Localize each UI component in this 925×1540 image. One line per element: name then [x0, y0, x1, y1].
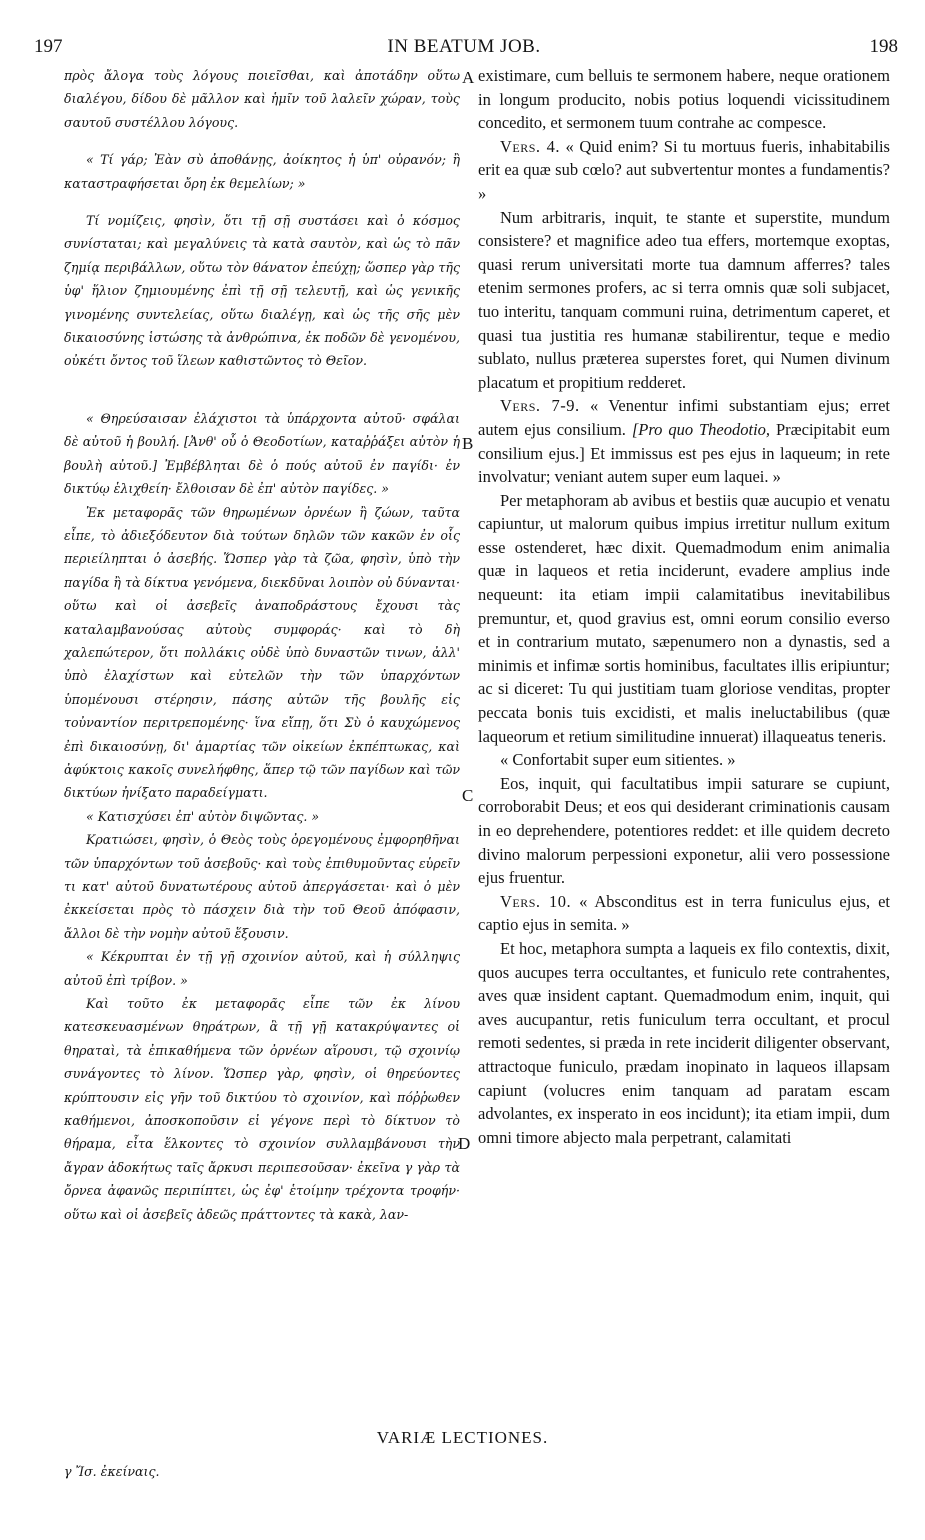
verse-text: « Venentur infimi substantiam ejus; erret autem ejus consilium.: [478, 396, 891, 439]
latin-verse: [478, 890, 890, 937]
greek-paragraph: « Θηρεύσαισαν ἐλάχιστοι τὰ ὑπάρχοντα αὐτοῦ· σφάλαι δὲ αὐτοῦ ἡ βουλή. [Ἀνθ' οὗ ὁ Θεοδοτίων, καταῤῥάξει αὐτὸν ἡ βουλὴ αὐτοῦ.] Ἐμβέβληται δὲ ὁ πούς αὐτοῦ ἐν παγίδι· ἐν δικτύῳ ἑλιχθείη· ἔλθοισαν δὲ ἐπ' αὐτὸν παγίδες. »: [64, 410, 460, 497]
verse-label: Vers. 7-9.: [500, 396, 580, 416]
greek-paragraph: « Τί γάρ; Ἐὰν σὺ ἀποθάνῃς, ἀοίκητος ἡ ὑπ' οὐρανόν; ἢ καταστραφήσεται ὄρη ἐκ θεμελίων; »: [64, 152, 460, 191]
running-title: IN BEATUM JOB.: [387, 36, 541, 57]
margin-marker-c: C: [462, 786, 474, 805]
latin-paragraph: existimare, cum belluis te sermonem habere, neque orationem in longum producito, nobis potius loquendi vicissitudinem concedito, et sermonem tuum contrahe ac compesce.: [478, 66, 890, 133]
greek-paragraph: « Κέκρυπται ἐν τῇ γῇ σχοινίον αὐτοῦ, καὶ ἡ σύλληψις αὐτοῦ ἐπὶ τρίβον. »: [64, 949, 460, 988]
greek-paragraph: Καὶ τοῦτο ἐκ μεταφορᾶς εἶπε τῶν ἐκ λίνου κατεσκευασμένων θηράτρων, ἃ τῇ γῇ κατακρύψαντες οἱ θηραταὶ, τὰ ἐπικαθήμενα τῶν ὀρνέων αἵρουσι, τῷ σχοινίῳ συνάγοντες τὸ λίνον. Ὥσπερ γὰρ, φησὶν, οἱ θηρεύοντες κρύπτουσιν εἰς γῆν τοῦ δικτύου τὸ σχοινίον, καὶ πόῤῥωθεν καθήμενοι, ἀποσκοποῦσιν εἰ γέγονε περὶ τὸ δίκτυον τὸ θήραμα, εἶτα ἕλκοντες τὸ σχοινίον συλλαμβάνουσι τὴν ἄγραν ἀδοκήτως ταῖς ἄρκυσι περιπεσοῦσαν· ἐκεῖνα γ γὰρ τὰ ὄρνεα ἀφανῶς περιπίπτει, ὡς ἐφ' ἑτοίμην τρέχοντα τροφήν· οὕτω καὶ οἱ ἀσεβεῖς ἀδεῶς πράττοντες τὰ κακὰ, λαν-: [64, 996, 460, 1222]
margin-marker-a: A: [462, 68, 475, 87]
latin-verse: [478, 135, 890, 206]
latin-paragraph: « Confortabit super eum sitientes. »: [500, 750, 736, 770]
greek-paragraph: « Κατισχύσει ἐπ' αὐτὸν διψῶντας. »: [86, 808, 320, 824]
greek-paragraph: Ἐκ μεταφορᾶς τῶν θηρωμένων ὀρνέων ἢ ζώων, ταῦτα εἶπε, τὸ ἀδιεξόδευτον διὰ τούτων δηλῶν τῶν κακῶν ἐν οἷς περιείληπται ὁ ἀσεβής. Ὥσπερ γὰρ τὰ ζῶα, φησὶν, ὑπὸ τὴν παγίδα ἢ τὰ δίκτυα γενόμενα, διεκδῦναι λοιπὸν οὐ δύνανται· οὕτω καὶ οἱ ἀσεβεῖς ἀναποδράστους ἔχουσι τὰς καταλαμβανούσας αὐτοὺς συμφοράς· καὶ τὸ δὴ χαλεπώτερον, ὅτι πολλάκις οὐδὲ ὑπὸ δυναστῶν τινων, ἀλλ' ὑπὸ ἐλαχίστων καὶ εὐτελῶν τὴν τῶν ὑπαρχόντων ὑπομένουσι στέρησιν, πάσης αὐτῶν τῆς βουλῆς εἰς τοὐναντίον περιτρεπομένης· ἵνα εἴπῃ, ὅτι Σὺ ὁ καυχώμενος ἐπὶ δικαιοσύνῃ, δι' ἁμαρτίας τῶν οἰκείων ἐκπέπτωκας, καὶ ἀφύκτοις κακοῖς συνελήφθης, ἅπερ τῷ τῶν παγίδων καὶ τῶν δικτύων ἠνίξατο παραδείγματι.: [64, 504, 460, 801]
page-number-right: 198: [869, 36, 898, 57]
greek-column: [64, 64, 460, 1226]
greek-paragraph: Τί νομίζεις, φησὶν, ὅτι τῇ σῇ συστάσει καὶ ὁ κόσμος συνίσταται; καὶ μεγαλύνεις τὰ κατὰ σαυτὸν, καὶ ὡς τὸ πᾶν ζημίᾳ περιβάλλων, οὕτω τὸν θάνατον ἐπεύχῃ; ὥσπερ γὰρ τῆς ὑφ' ἥλιον ζημιουμένης ἐπὶ τῇ σῇ τελευτῇ, καὶ ὡς γενικῆς γινομένης συντελείας, οὕτω διαλέγῃ, καὶ ὡς τῆς σῆς μὲν δικαιοσύνης ἱστώσης τὰ ἀνθρώπινα, ἐκ ποδῶν δὲ γενομένου, οὐκέτι ὄντος τοῦ ἵλεων καθιστῶντος τὸ Θεῖον.: [64, 213, 460, 369]
running-header: [30, 32, 898, 62]
latin-paragraph: Per metaphoram ab avibus et bestiis quæ aucupio et venatu capiuntur, ut malorum quibus impius irretitur nullum exitum esse ostenderet, hæc dixit. Quemadmodum enim animalia quæ in laqueos et retia inciderunt, evadere amplius inde nequeunt: ita etiam impii calamitatibus inevitabilibus premuntur, et, quod gravius est, omni eorum consilio everso et in contrarium mutato, sæpenumero non a dynastis, sed a minimis et infimæ sortis hominibus, facultates illis eripiuntur; ac si diceret: Tu qui justitiam tuam gloriose venditas, propter peccata bonis tuis excidisti, et malis ineluctabilibus (quæ laqueorum et retium similitudine innuerat) illaqueatus teneris.: [478, 490, 890, 746]
footnote: γ Ἴσ. ἐκείναις.: [64, 1464, 160, 1479]
verse-label: Vers. 10.: [500, 891, 572, 911]
variae-lectiones-heading: VARIÆ LECTIONES.: [376, 1428, 549, 1447]
margin-marker-b: B: [462, 434, 474, 453]
latin-paragraph: Eos, inquit, qui facultatibus impii saturare se cupiunt, corroborabit Deus; et eos qui desiderant criminationis causam in eo deprehendere, potentiores reddet: et ille quidem decreto divino malorum perpessioni exponetur, alii vero possessione ejus fruentur.: [478, 773, 890, 888]
latin-column: [478, 64, 890, 1149]
greek-paragraph: Κρατιώσει, φησὶν, ὁ Θεὸς τοὺς ὀρεγομένους ἐμφορηθῆναι τῶν ὑπαρχόντων τοῦ ἀσεβοῦς· καὶ τοὺς ἐπιθυμοῦντας εὑρεῖν τι κατ' αὐτοῦ δυνατωτέρους αὐτοῦ ἀπεργάσεται· καὶ ὁ μὲν ἐκκείσεται πρὸς τὸ πάσχειν διὰ τὴν τοῦ Θεοῦ ἀπόφασιν, ἄλλοι δὲ τὴν νομὴν αὐτοῦ ἕξουσιν.: [64, 832, 460, 941]
verse-text: « Absconditus est in terra funiculus ejus, et captio ejus in semita. »: [478, 891, 890, 935]
latin-verse: [478, 394, 890, 488]
margin-marker-d: D: [458, 1134, 471, 1153]
verse-text: « Quid enim? Si tu mortuus fueris, inhabitabilis erit ea quæ sub cœlo? aut subvertentur montes a fundamentis? »: [478, 136, 890, 203]
latin-paragraph: Num arbitraris, inquit, te stante et superstite, mundum consistere? et magnifice adeo tua effers, mortemque exoptas, quasi rerum universitati morte tua damnum afferres? tales etenim sermones profers, ac si terra omnis quæ soli subjacet, tuo interitu, tanquam communi ruina, detrimentum caperet, et quasi tua justitia res humanæ stabilirentur, teque e medio sublato, nullus præterea superstes foret, qui Numen divinum placatum et propitium redderet.: [478, 207, 890, 392]
latin-paragraph: Et hoc, metaphora sumpta a laqueis ex filo contextis, dixit, quos aucupes terra occultantes, et funiculo rete contrahentes, aves quæ insident captant. Quemadmodum enim, inquit, qui aves aucupantur, retis funiculum terra occultant, et procul remoti sedentes, si præda in rete inciderit diligenter observant, attractoque funiculo, prædam inopinato in laqueos illapsam capiunt (volucres enim tanquam ad paratam escam advolantes, ex insperato in eos incidunt); ita etiam impii, dum omni timore abjecto mala perpetrant, calamitati: [478, 938, 890, 1147]
verse-italic-note: [Pro quo Theodotio,: [631, 419, 771, 439]
verse-label: Vers. 4.: [500, 136, 560, 156]
greek-paragraph: πρὸς ἄλογα τοὺς λόγους ποιεῖσθαι, καὶ ἀποτάδην οὕτω διαλέγου, δίδου δὲ μᾶλλον καὶ ἡμῖν τοῦ λαλεῖν χώραν, τοὺς σαυτοῦ συστέλλου λόγους.: [64, 68, 460, 130]
page-number-left: 197: [34, 36, 63, 57]
verse-text: Præcipitabit eum consilium ejus.] Et immissus est pes ejus in laqueum; in rete involvatur; veniant autem super eum laquei. »: [478, 419, 891, 487]
